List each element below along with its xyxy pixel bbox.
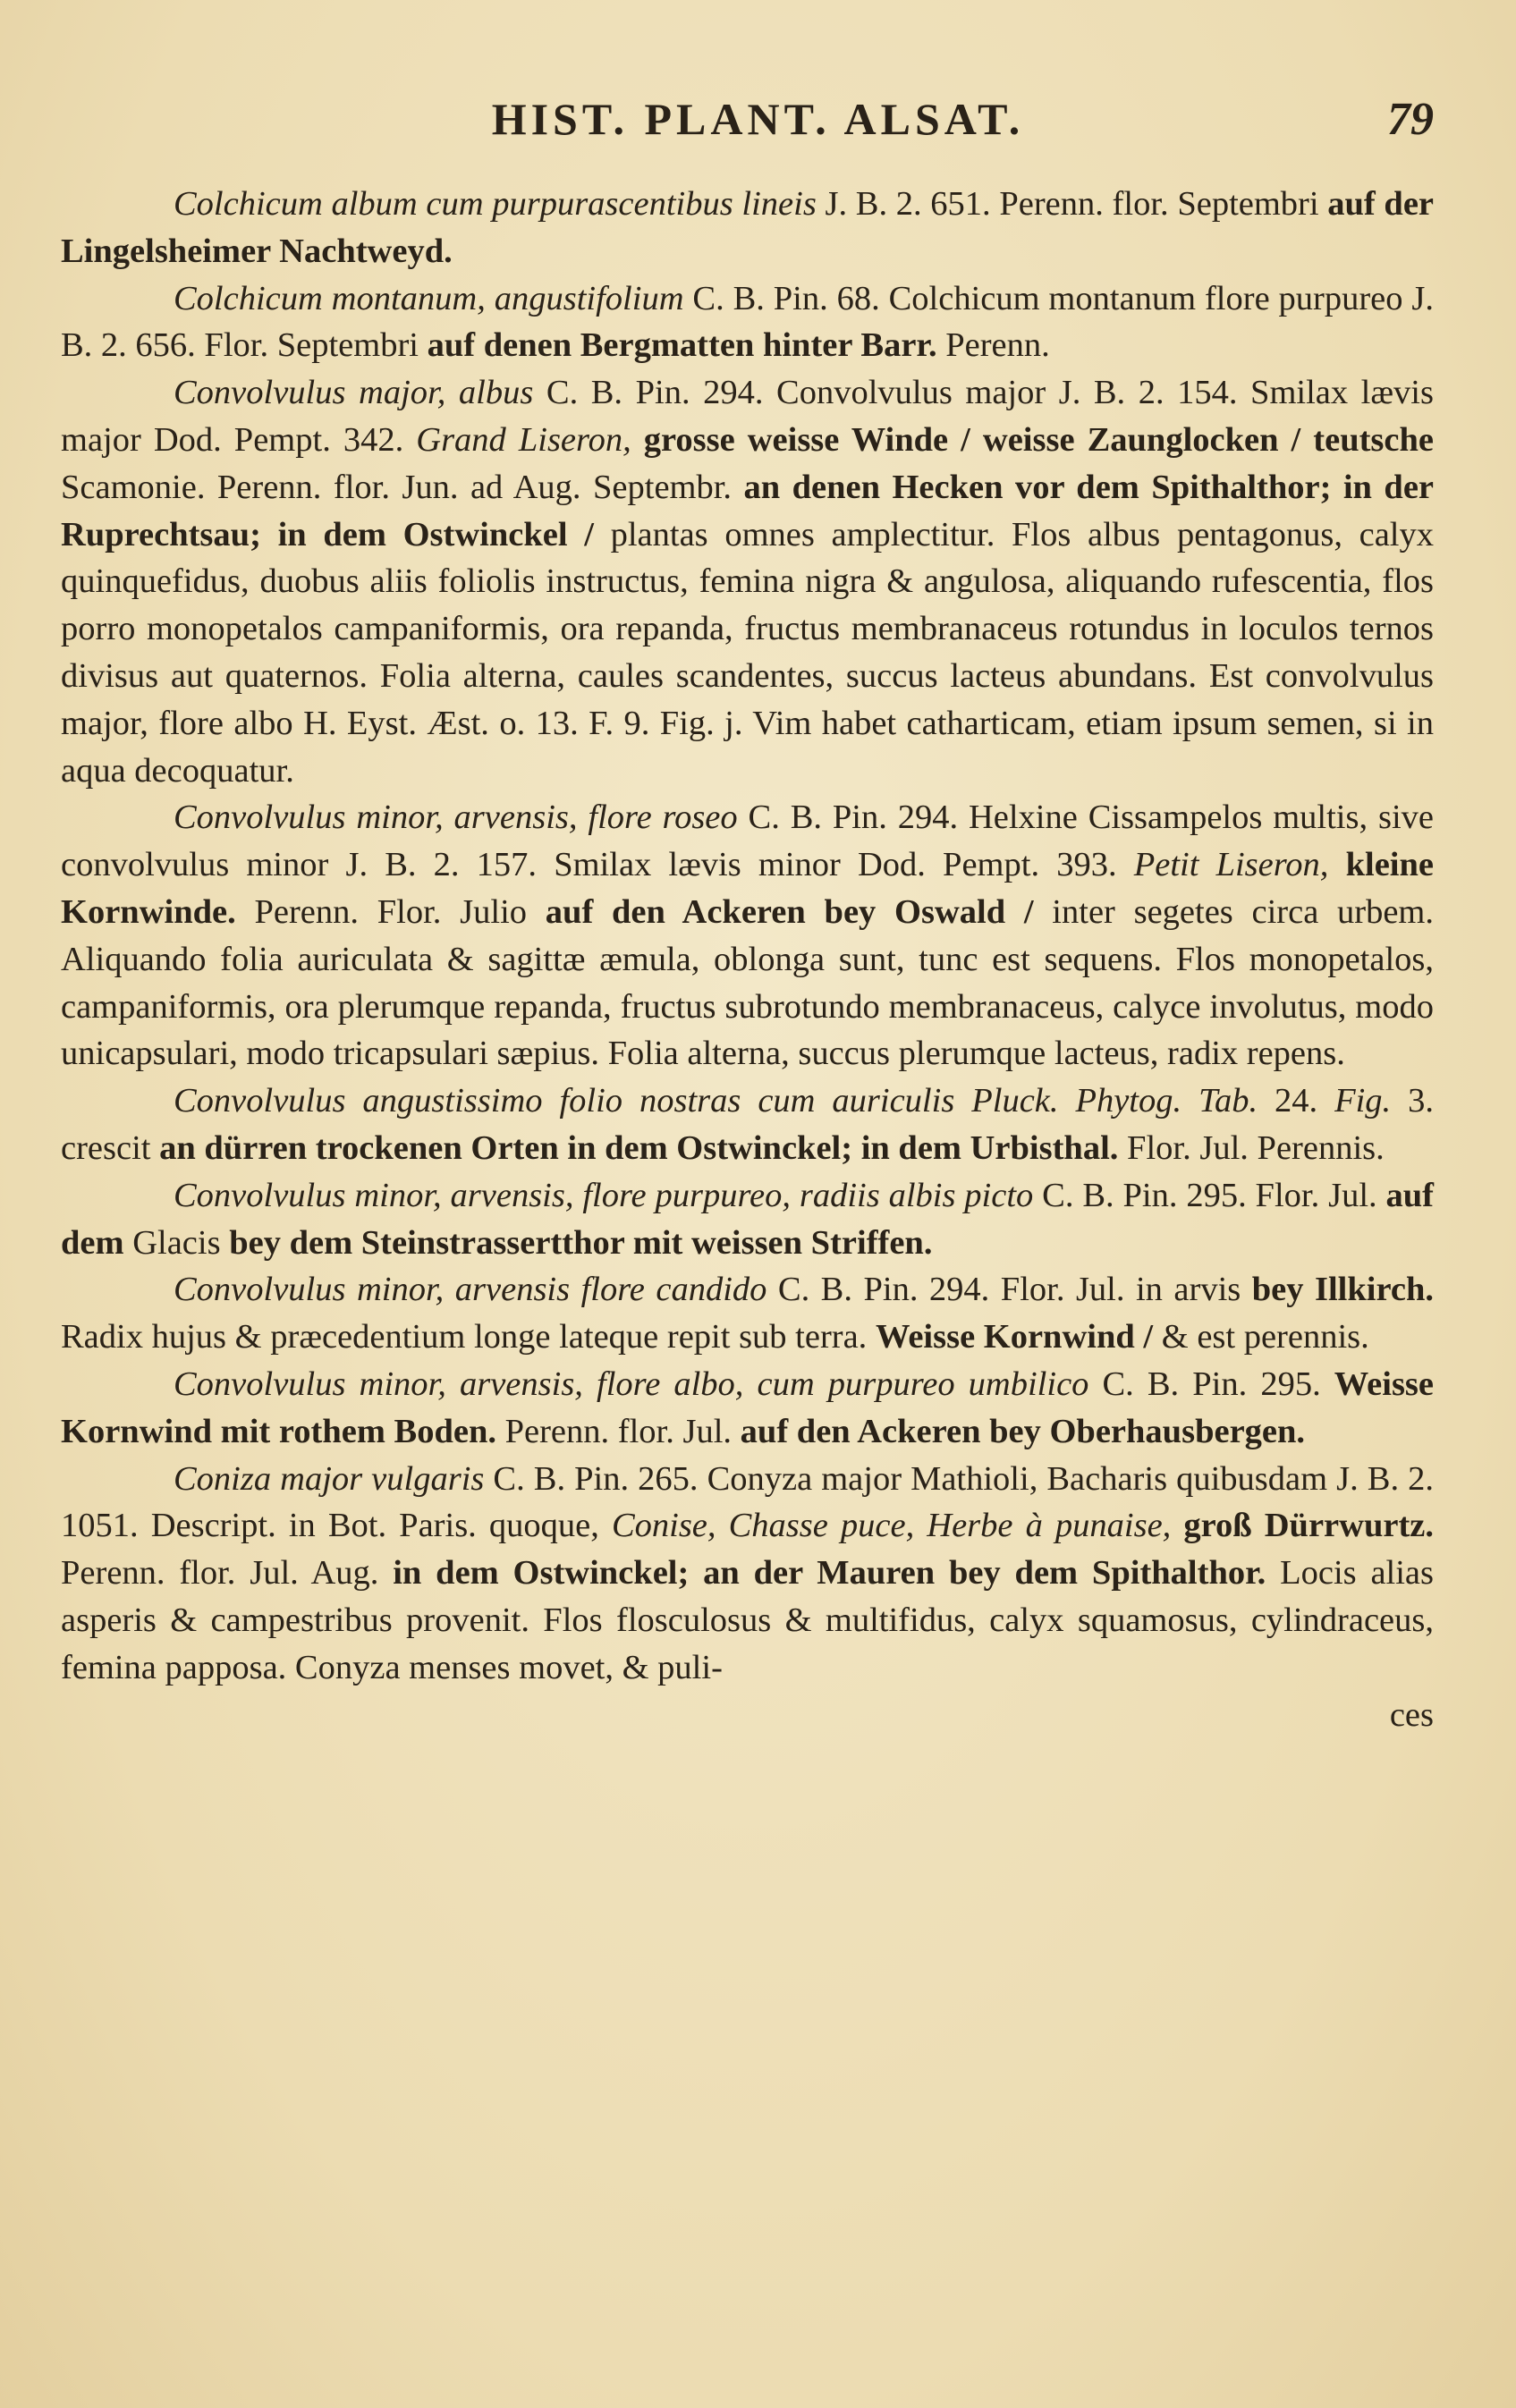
text-run: C. B. Pin. 295. xyxy=(1088,1365,1334,1403)
entry-convolvulus-minor-purpureo xyxy=(61,1172,1434,1267)
german-text: auf den Ackeren bey Oswald / xyxy=(545,892,1034,931)
latin-name: Petit Liseron, xyxy=(1133,846,1329,884)
entry-convolvulus-major xyxy=(61,369,1434,794)
latin-name: Colchicum album cum purpurascentibus lineis xyxy=(174,185,817,223)
text-run: C. B. Pin. 295. Flor. Jul. xyxy=(1033,1176,1386,1214)
text-run: Radix hujus & præcedentium longe lateque repit sub terra. xyxy=(61,1318,876,1356)
german-text: an dürren trockenen Orten in dem Ostwinckel; in dem Urbisthal. xyxy=(159,1128,1119,1167)
page-number: 79 xyxy=(1387,94,1434,145)
german-text: in dem Ostwinckel; an der Mauren bey dem Spithalthor. xyxy=(393,1554,1266,1593)
text-run: C. B. Pin. 294. Convolvulus major J. B. 2. 154. Smilax lævis major Dod. Pempt. 342. xyxy=(61,374,1434,459)
text-run xyxy=(1328,846,1345,883)
text-run: 3. crescit xyxy=(61,1082,1435,1167)
latin-name: Conise, Chasse puce, Herbe à punaise, xyxy=(611,1507,1172,1545)
latin-name: Convolvulus minor, arvensis, flore albo, cum purpureo umbilico xyxy=(174,1365,1089,1403)
text-run: Scamonie. Perenn. flor. Jun. ad Aug. Septembr. xyxy=(61,468,744,506)
entry-colchicum-montanum xyxy=(61,275,1434,370)
latin-name: Convolvulus minor, arvensis, flore purpureo, radiis albis picto xyxy=(174,1176,1034,1214)
text-run: C. B. Pin. 294. Flor. Jul. in arvis xyxy=(766,1271,1252,1309)
text-run: Perenn. flor. Jul. Aug. xyxy=(61,1554,394,1593)
text-run: C. B. Pin. 294. Helxine Cissampelos multis, sive convolvulus minor J. B. 2. 157. Smilax lævis minor Dod. Pempt. 393. xyxy=(61,798,1434,884)
text-run: Flor. Jul. Perennis. xyxy=(1118,1128,1385,1167)
text-run: C. B. Pin. 265. Conyza major Mathioli, Bacharis quibusdam J. B. 2. 1051. Descript. in Bot. Paris. quoque, xyxy=(61,1459,1434,1545)
text-run: Glacis xyxy=(123,1223,230,1262)
german-text: an denen Hecken vor dem Spithalthor; in der Ruprechtsau; in dem Ostwinckel / xyxy=(61,468,1435,553)
entry-colchicum-album xyxy=(61,181,1434,275)
text-run xyxy=(1171,1507,1183,1544)
latin-name: Convolvulus minor, arvensis, flore roseo xyxy=(174,798,738,837)
entry-convolvulus-minor-candido xyxy=(61,1266,1434,1361)
german-text: groß Dürrwurtz. xyxy=(1183,1507,1434,1545)
entry-convolvulus-minor-albo xyxy=(61,1361,1434,1456)
text-run: 24. xyxy=(1258,1082,1335,1120)
latin-name: Grand Liseron, xyxy=(416,420,631,459)
latin-name: Fig. xyxy=(1334,1082,1392,1120)
german-text: kleine Kornwinde. xyxy=(61,846,1434,931)
text-run: C. B. Pin. 68. Colchicum montanum flore purpureo J. B. 2. 656. Flor. Septembri xyxy=(61,279,1435,365)
entry-convolvulus-minor-roseo xyxy=(61,794,1434,1077)
latin-name: Colchicum montanum, angustifolium xyxy=(174,279,684,317)
german-text: Weisse Kornwind / xyxy=(875,1318,1154,1356)
text-run: Perenn. xyxy=(936,326,1050,365)
text-run: Perenn. flor. Jul. xyxy=(495,1412,741,1450)
running-head: HIST. PLANT. ALSAT. xyxy=(491,94,1025,144)
text-run: Perenn. Flor. Julio xyxy=(235,892,546,931)
german-text: auf den Ackeren bey Oberhausbergen. xyxy=(740,1412,1306,1450)
german-text: grosse weisse Winde / weisse Zaunglocken / teutsche xyxy=(643,420,1434,459)
latin-name: Convolvulus major, albus xyxy=(174,374,534,412)
text-run: & est perennis. xyxy=(1153,1318,1369,1356)
page-header xyxy=(0,93,1516,147)
text-run: plantas omnes amplectitur. Flos albus pentagonus, calyx quinquefidus, duobus aliis foliolis instructus, femina nigra & angulosa, aliquando rufescentia, flos porro monopetalos campaniformis, ora repanda, fructus membranaceus rotundus in loculos ternos divisus aut quaternos. Folia alterna, caules scandentes, succus lacteus abundans. Est convolvulus major, flore albo H. Eyst. Æst. o. 13. F. 9. Fig. j. Vim habet catharticam, etiam ipsum semen, si in aqua decoquatur. xyxy=(61,515,1434,790)
text-run xyxy=(631,421,644,459)
text-run: J. B. 2. 651. Perenn. flor. Septembri xyxy=(816,185,1328,223)
german-text: bey Illkirch. xyxy=(1251,1271,1434,1309)
body-text xyxy=(61,181,1434,1738)
text-run: inter segetes circa urbem. Aliquando folia auriculata & sagittæ æmula, oblonga sunt, tunc est sequens. Flos monopetalos, campaniformis, ora plerumque repanda, fructus subrotundo membranaceus, calyce involutus, modo unicapsulari, modo tricapsulari sæpius. Folia alterna, succus plerumque lacteus, radix repens. xyxy=(61,892,1435,1073)
catchword: ces xyxy=(1389,1695,1434,1734)
latin-name: Convolvulus minor, arvensis flore candido xyxy=(174,1271,767,1309)
german-text: auf der Lingelsheimer Nachtweyd. xyxy=(61,185,1434,270)
text-run: Locis alias asperis & campestribus provenit. Flos flosculosus & multifidus, calyx squamosus, cylindraceus, femina papposa. Conyza menses movet, & puli- xyxy=(61,1554,1435,1686)
latin-name: Coniza major vulgaris xyxy=(174,1459,485,1498)
entry-coniza-major xyxy=(61,1456,1434,1692)
german-text: auf denen Bergmatten hinter Barr. xyxy=(427,326,937,365)
german-text: Weisse Kornwind mit rothem Boden. xyxy=(61,1365,1434,1450)
latin-name: Convolvulus angustissimo folio nostras cum auriculis Pluck. Phytog. Tab. xyxy=(174,1082,1258,1120)
entry-convolvulus-angustissimo xyxy=(61,1077,1434,1172)
german-text: bey dem Steinstrassertthor mit weissen Striffen. xyxy=(229,1223,933,1262)
german-text: auf dem xyxy=(61,1176,1434,1262)
